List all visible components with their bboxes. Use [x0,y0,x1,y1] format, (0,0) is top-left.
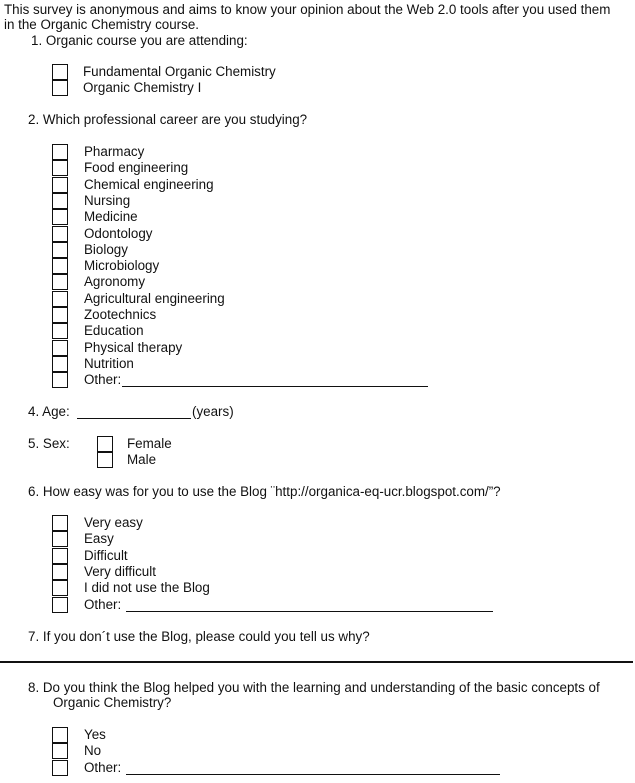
checkbox[interactable] [52,597,68,613]
option-label: Other: [84,372,122,388]
checkbox[interactable] [52,356,68,372]
option-label: Easy [84,531,114,547]
age-input-line[interactable] [77,418,191,419]
age-unit: (years) [192,404,234,419]
option-label: Nursing [84,192,131,208]
checkbox[interactable] [52,564,68,580]
option-label: No [84,743,102,759]
option-label: Physical therapy [84,339,183,355]
option-label: Very easy [84,515,143,530]
option-label: Other: [84,759,122,775]
other-input-line[interactable] [122,386,428,387]
checkbox[interactable] [52,340,68,356]
page-divider [0,661,633,663]
checkbox[interactable] [52,177,68,193]
checkbox[interactable] [52,258,68,274]
other-input-line[interactable] [126,774,500,775]
option-label: Biology [84,241,128,257]
checkbox[interactable] [52,64,68,80]
option-label: Microbiology [84,258,160,274]
option-label: Organic Chemistry I [83,80,202,95]
checkbox[interactable] [97,452,113,468]
option-label: Difficult [84,547,128,563]
question-8-line-1: 8. Do you think the Blog helped you with the learning and understanding of the basic concepts of [28,680,600,695]
option-label: I did not use the Blog [84,580,210,596]
option-label: Medicine [84,209,138,225]
option-label: Nutrition [84,355,134,371]
option-label: Agricultural engineering [84,290,225,306]
checkbox[interactable] [52,242,68,258]
checkbox[interactable] [52,144,68,160]
option-label: Chemical engineering [84,176,214,192]
checkbox[interactable] [97,436,113,452]
intro-line-2: in the Organic Chemistry course. [4,17,199,32]
option-label: Very difficult [84,563,156,579]
option-label: Male [127,452,157,467]
option-label: Fundamental Organic Chemistry [83,64,276,79]
option-label: Odontology [84,225,153,241]
option-label: Female [127,436,172,451]
option-label: Food engineering [84,160,189,176]
checkbox[interactable] [52,291,68,307]
question-6: 6. How easy was for you to use the Blog ¨http://organica-eq-ucr.blogspot.com/”? [28,484,501,499]
checkbox[interactable] [52,193,68,209]
checkbox[interactable] [52,226,68,242]
checkbox[interactable] [52,372,68,388]
checkbox[interactable] [52,760,68,776]
question-1: 1. Organic course you are attending: [31,33,248,48]
checkbox[interactable] [52,580,68,596]
option-label: Other: [84,596,122,612]
checkbox[interactable] [52,531,68,547]
other-input-line[interactable] [126,611,493,612]
checkbox[interactable] [52,323,68,339]
checkbox[interactable] [52,307,68,323]
option-label: Zootechnics [84,307,157,322]
checkbox[interactable] [52,548,68,564]
question-5-label: 5. Sex: [28,436,70,451]
question-7: 7. If you don´t use the Blog, please could you tell us why? [28,629,370,644]
question-4-label: 4. Age: [28,404,70,419]
option-label: Yes [84,727,106,742]
option-label: Pharmacy [84,144,145,159]
intro-line-1: This survey is anonymous and aims to know your opinion about the Web 2.0 tools after you used them [4,2,611,17]
question-2: 2. Which professional career are you studying? [28,112,308,127]
checkbox[interactable] [52,743,68,759]
option-label: Agronomy [84,274,146,290]
checkbox[interactable] [52,80,68,96]
option-label: Education [84,323,144,339]
checkbox[interactable] [52,160,68,176]
checkbox[interactable] [52,727,68,743]
checkbox[interactable] [52,209,68,225]
checkbox[interactable] [52,274,68,290]
question-8-line-2: Organic Chemistry? [53,695,172,710]
checkbox[interactable] [52,515,68,531]
